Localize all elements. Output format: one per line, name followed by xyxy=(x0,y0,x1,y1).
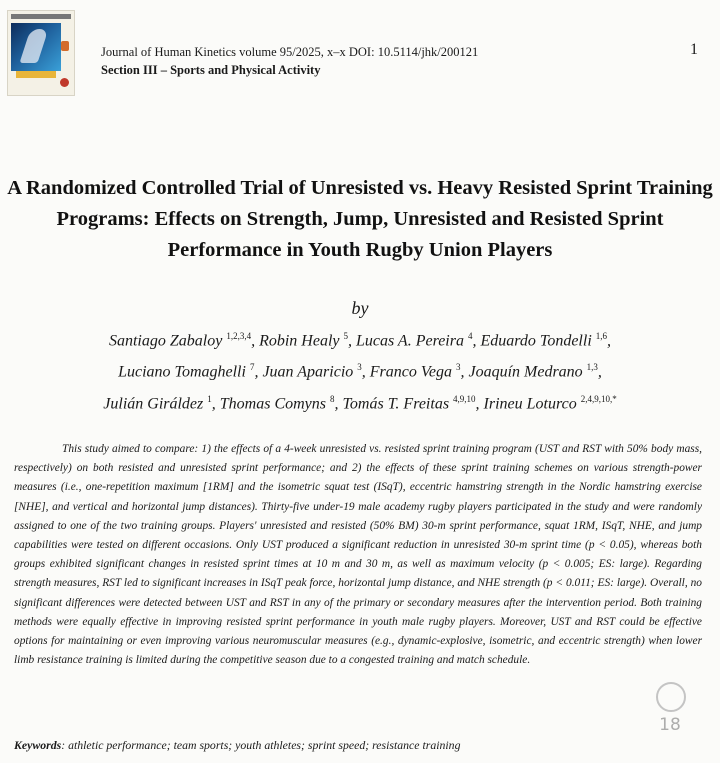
page-number: 1 xyxy=(690,41,698,58)
author-affiliation: 4 xyxy=(467,331,473,341)
author-affiliation: 2,4,9,10,* xyxy=(580,393,617,404)
runner-figure xyxy=(19,29,48,63)
author: Joaquín Medrano xyxy=(468,363,583,381)
author: Lucas A. Pereira xyxy=(355,332,464,350)
author: Tomás T. Freitas xyxy=(342,394,450,412)
author: Franco Vega xyxy=(369,363,452,381)
keywords-label: Keywords xyxy=(14,738,62,752)
author: Irineu Loturco xyxy=(483,394,577,412)
journal-cover-thumbnail xyxy=(7,10,75,96)
author-line-1: Santiago Zabaloy $^{1,2,3,4}$, Robin Healy $^5$, Lucas A. Pereira $^4$, Eduardo Tondelli $^{1,6}$, xyxy=(108,331,612,350)
cover-top-bar xyxy=(11,14,71,19)
author-affiliation: 3 xyxy=(455,362,461,373)
by-label: by xyxy=(351,298,369,318)
author-affiliation: 1,6 xyxy=(595,331,608,341)
author: Julián Giráldez xyxy=(103,394,204,412)
keywords xyxy=(14,738,460,753)
publisher-logo-icon xyxy=(61,41,69,51)
author-affiliation: 1 xyxy=(207,393,212,404)
author: Robin Healy xyxy=(259,332,340,350)
section-line: Section III – Sports and Physical Activity xyxy=(101,63,321,77)
author-affiliation: 1,3 xyxy=(586,362,598,373)
running-header xyxy=(101,43,478,79)
author-affiliation: 1,2,3,4 xyxy=(226,331,252,341)
author-list xyxy=(0,323,720,417)
author: Juan Aparicio xyxy=(262,363,354,381)
author-line-2: Luciano Tomaghelli $^7$, Juan Aparicio $^3$, Franco Vega $^3$, Joaquín Medrano $^{1,3}$, xyxy=(118,362,602,381)
author: Eduardo Tondelli xyxy=(480,332,592,350)
author: Luciano Tomaghelli xyxy=(118,363,246,381)
paper-title: A Randomized Controlled Trial of Unresisted vs. Heavy Resisted Sprint Training Programs: Effects on Strength, Jump, Unresisted and Resisted Sprint Performance in Youth Rugby Union Players xyxy=(7,177,713,261)
watermark-logo-icon xyxy=(656,682,686,712)
author-affiliation: 4,9,10 xyxy=(453,393,476,404)
university-seal-icon xyxy=(60,78,69,87)
author-affiliation: 8 xyxy=(330,393,335,404)
author-affiliation: 5 xyxy=(343,331,348,341)
abstract: This study aimed to compare: 1) the effects of a 4-week unresisted vs. resisted sprint training program (UST and RST with 50% body mass, respectively) on both resisted and unresisted sprint performance; and 2) the effects of these sprint training schemes on various strength-power measures (i.e., one-repetition maximum [1RM] and the isometric squat test (ISqT), eccentric hamstring strength in the Nordic hamstring exercise [NHE], and vertical and horizontal jump distances). Thirty-five under-19 male academy rugby players participated in the study and were randomly assigned to one of the two training groups. Players' unresisted and resisted (50% BM) 30-m sprint performance, squat 1RM, ISqT, NHE, and jump capabilities were tested on different occasions. Only UST produced a significant reduction in unresisted 30-m sprint time (p < 0.05), whereas both groups exhibited significant changes in resisted sprint times at 10 m and 30 m, as well as maximum velocity (p < 0.005; ES: large). Regarding strength measures, RST led to significant increases in ISqT peak force, horizontal jump distance, and NHE strength (p < 0.011; ES: large). Overall, no significant differences were detected between UST and RST in any of the primary or secondary measures after the intervention period. Both training methods were equally effective in improving resisted sprint performance in youth male rugby players. Moreover, UST and RST could be effective options for maintaining or even improving various neuromuscular measures (e.g., dynamic-explosive, isometric, and eccentric strength) when lower limb resistance training is limited during the competitive season due to a congested training and match schedule. xyxy=(14,443,702,667)
author-affiliation: 3 xyxy=(357,362,362,373)
author-affiliation: 7 xyxy=(249,362,255,373)
author: Santiago Zabaloy xyxy=(108,332,223,350)
author: Thomas Comyns xyxy=(219,394,326,412)
cover-title-band xyxy=(16,71,56,78)
watermark-text: 18 xyxy=(659,715,681,735)
cover-athlete-image xyxy=(11,23,61,71)
journal-line: Journal of Human Kinetics volume 95/2025, x–x DOI: 10.5114/jhk/200121 xyxy=(101,45,479,59)
author-line-3: Julián Giráldez $^1$, Thomas Comyns $^8$, Tomás T. Freitas $^{4,9,10}$, Irineu Loturco $^{2,4,9,10,*}$ xyxy=(103,393,617,412)
keywords-text: : athletic performance; team sports; youth athletes; sprint speed; resistance training xyxy=(61,738,461,752)
